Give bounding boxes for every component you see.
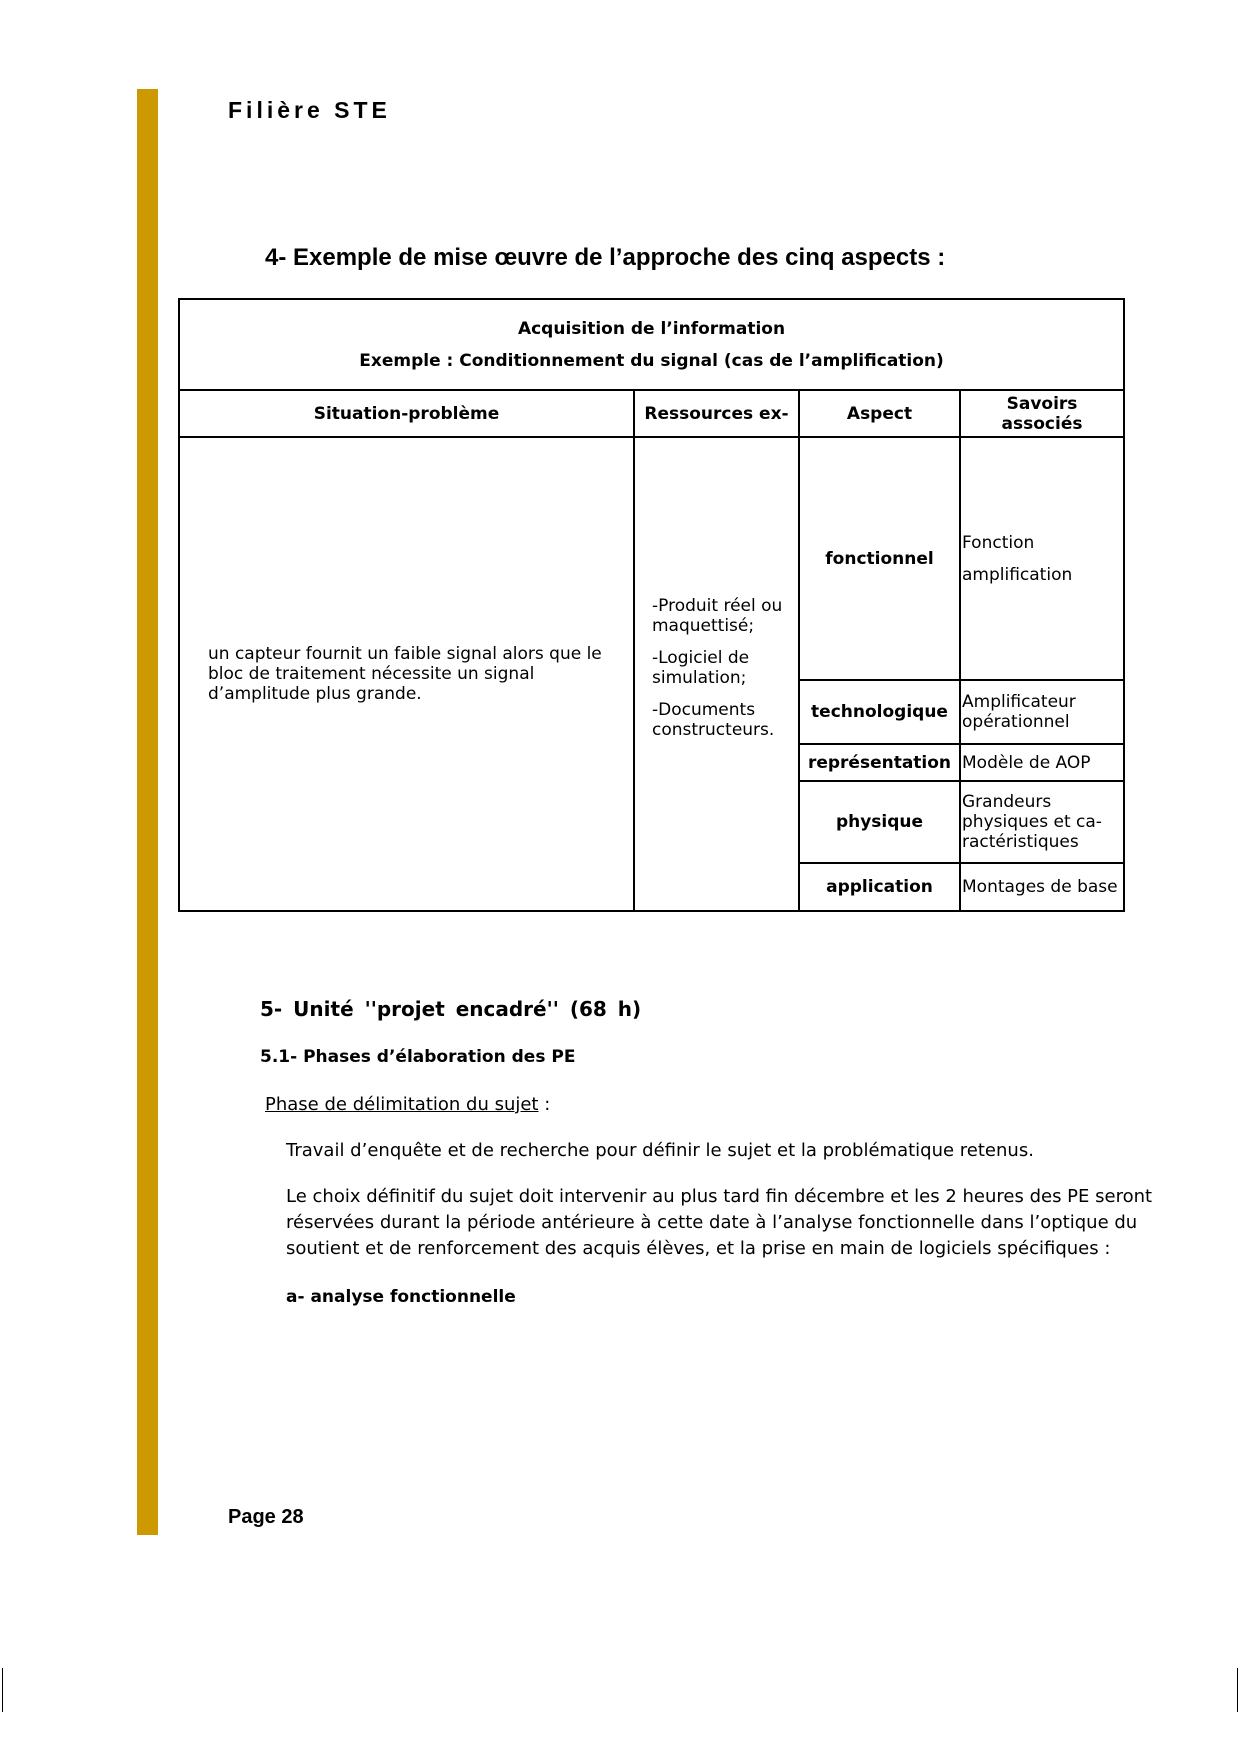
section-4-heading: 4- Exemple de mise œuvre de l’approche des cinq aspects : (265, 244, 946, 271)
paragraph-1: Travail d’enquête et de recherche pour définir le sujet et la problématique retenus. (286, 1140, 1034, 1161)
table-title-line1: Acquisition de l’information (517, 318, 786, 339)
column-header-resources: Ressources ex- (634, 390, 799, 437)
phase-label-text: Phase de délimitation du sujet (265, 1094, 539, 1115)
table-title-line2: Exemple : Conditionnement du signal (cas de l’amplification) (359, 350, 944, 371)
aspect-cell-physique: physique (799, 781, 960, 863)
phase-label-suffix: : (538, 1094, 551, 1115)
header-title: Filière STE (228, 97, 391, 123)
subsection-a-heading: a- analyse fonctionnelle (286, 1287, 516, 1307)
resources-cell (634, 437, 799, 911)
resource-item: -Documents constructeurs. (652, 700, 775, 740)
phase-label (265, 1094, 550, 1115)
resource-item: -Produit réel ou maquettisé; (652, 596, 783, 636)
situation-cell: un capteur fournit un faible signal alors que le bloc de traitement nécessite un signal d’amplitude plus grande. (179, 437, 634, 911)
scan-edge-mark-right (1237, 1668, 1238, 1712)
page-number: Page 28 (228, 1506, 304, 1528)
aspect-cell-application: application (799, 863, 960, 911)
aspect-cell-technologique: technologique (799, 680, 960, 744)
column-header-aspect: Aspect (799, 390, 960, 437)
accent-sidebar-bar (137, 89, 158, 1535)
aspect-cell-fonctionnel: fonctionnel (799, 437, 960, 680)
table-title-cell (179, 299, 1124, 390)
scan-edge-mark-left (2, 1668, 3, 1712)
aspect-cell-representation: représentation (799, 744, 960, 781)
column-header-situation: Situation-problème (179, 390, 634, 437)
resource-item: -Logiciel de simulation; (652, 648, 750, 688)
paragraph-2: Le choix définitif du sujet doit intervenir au plus tard fin décembre et les 2 heures des PE seront réservées durant la période antérieure à cette date à l’analyse fonctionnelle dans l’optique du soutient et de renforcement des acquis élèves, et la prise en main de logiciels spécifiques : (286, 1186, 1153, 1259)
savoirs-cell-fonctionnel: Fonction amplification (960, 437, 1124, 680)
savoirs-cell-application: Montages de base (960, 863, 1124, 911)
section-5-1-heading: 5.1- Phases d’élaboration des PE (260, 1047, 576, 1067)
savoirs-cell-physique: Grandeurs physiques et ca-ractéristiques (960, 781, 1124, 863)
savoirs-cell-technologique: Amplificateur opérationnel (960, 680, 1124, 744)
column-header-savoirs: Savoirs associés (960, 390, 1124, 437)
section-5-heading: 5- Unité ''projet encadré'' (68 h) (260, 997, 642, 1021)
aspects-table (178, 298, 1125, 912)
savoirs-cell-representation: Modèle de AOP (960, 744, 1124, 781)
